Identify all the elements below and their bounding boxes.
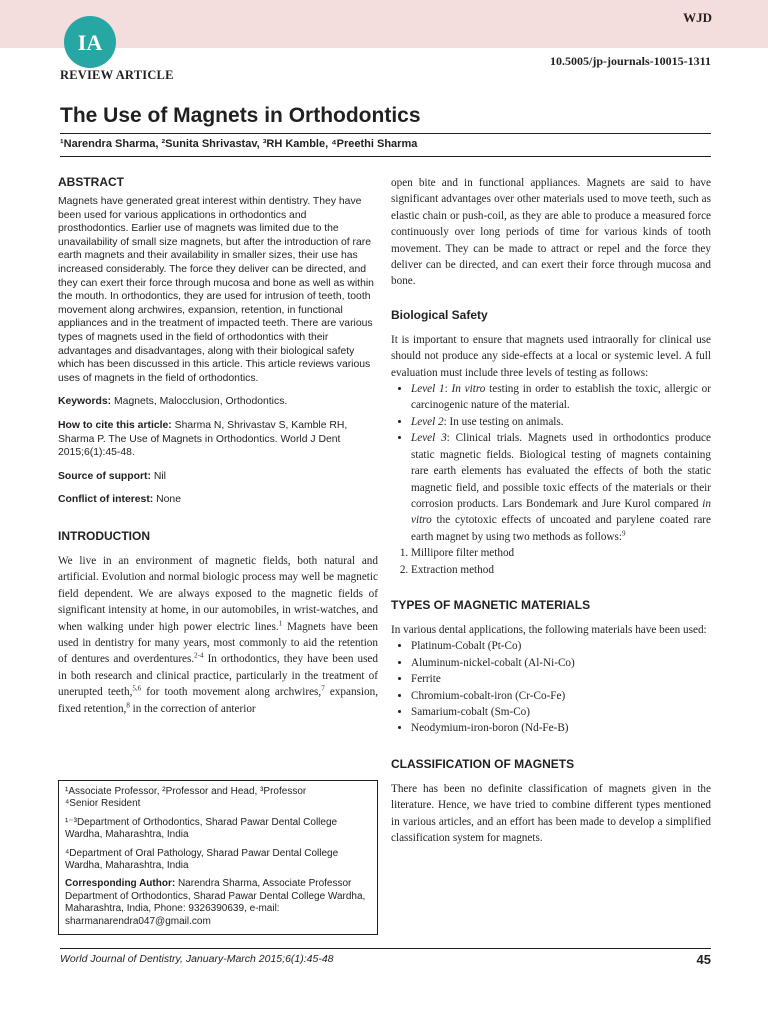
methods-list — [391, 545, 711, 578]
list-item: • Aluminum-nickel-cobalt (Al-Ni-Co) — [411, 655, 711, 671]
doi-link[interactable]: 10.5005/jp-journals-10015-1311 — [549, 54, 711, 68]
list-item: • Level 3: Clinical trials. Magnets used in orthodontics produce static magnetic fields. Biological testing of magnets containing rare earth elements has evaluated the effects of both the static magnetic field, and possible toxic effects of the materials or their corrosion products. Lars Bondemark and Jure Kurol compared in vitro the cytotoxic effects of uncoated and parylene coated rare earth magnet by using two methods as follows:$^9$ — [411, 430, 711, 545]
classification-heading: CLASSIFICATION OF MAGNETS — [391, 756, 575, 771]
materials-list — [391, 638, 711, 736]
biological-safety-heading: Biological Safety — [391, 307, 488, 322]
abstract-heading: ABSTRACT — [58, 175, 124, 189]
affiliation-dept-orthodontics: ¹⁻³Department of Orthodontics, Sharad Pawar Dental College Wardha, Maharashtra, India — [65, 816, 338, 841]
source-of-support: Source of support: Nil — [58, 470, 166, 482]
article-title: The Use of Magnets in Orthodontics — [60, 104, 421, 127]
list-item: • Ferrite — [411, 671, 711, 687]
page-number: 45 — [696, 952, 711, 967]
corresponding-author: Corresponding Author: Narendra Sharma, Associate Professor Department of Orthodontics, Sharad Pawar Dental College Wardha, Maharashtra, India, Phone: 9326390639, e-mail: sharmanarendra047@gmail.com — [65, 878, 366, 927]
right-column — [391, 175, 711, 846]
biological-safety-intro: It is important to ensure that magnets used intraorally for clinical use should not produce any side-effects at a local or systemic level. A full evaluation must include three levels of testing as follows: — [391, 333, 711, 379]
list-item: 2. Extraction method — [411, 562, 711, 578]
continuation-paragraph: open bite and in functional appliances. Magnets are said to have significant advantages over other materials used to move teeth, such as elastic chain or push-coil, as they are able to produce a measured force continuously over long periods of time for various kinds of tooth movement. They can be made to attract or repel and the force they deliver can be directed, and can exert their force through mucosa and bone. — [391, 177, 711, 288]
abstract-text: Magnets have generated great interest within dentistry. They have been used for various applications in orthodontics and prosthodontics. Earlier use of magnets was limited due to the unavailability of small size magnets, but after the introduction of rare earth magnets and their availability in smaller sizes, their use has increased considerably. The force they deliver can be directed, and they can exert their force through mucosa and bone as well as within the mouth. In orthodontics, they are used for intrusion of teeth, tooth movement along archwires, expansion, retention, in functional appliances and in the treatment of impacted teeth. There are various types of magnets used in the field of orthodontics with their advantages and disadvantages, along with their biological safety which has been discussed in this article. This article reviews various uses of magnets in the field of orthodontics. — [58, 196, 374, 384]
author-list: ¹Narendra Sharma, ²Sunita Shrivastav, ³RH Kamble, ⁴Preethi Sharma — [60, 138, 418, 150]
types-heading: TYPES OF MAGNETIC MATERIALS — [391, 597, 591, 612]
affiliation-roles: ¹Associate Professor, ²Professor and Head, ³Professor ⁴Senior Resident — [65, 786, 307, 810]
list-item: • Chromium-cobalt-iron (Cr-Co-Fe) — [411, 688, 711, 704]
list-item: • Samarium-cobalt (Sm-Co) — [411, 704, 711, 720]
logo-text: IA — [77, 30, 103, 55]
journal-abbreviation: WJD — [683, 10, 712, 25]
journal-logo-icon — [60, 12, 120, 72]
left-column — [58, 175, 378, 717]
list-item: • Level 1: In vitro testing in order to establish the toxic, allergic or carcinogenic nature of the material. — [411, 381, 711, 414]
list-item: • Level 2: In use testing on animals. — [411, 414, 711, 430]
list-item: • Platinum-Cobalt (Pt-Co) — [411, 638, 711, 654]
introduction-paragraph: We live in an environment of magnetic fields, both natural and artificial. Evolution and normal biologic process may well be magnetic field dependent. We are always exposed to the magnetic fields of significant intensity at home, in our automobiles, in wrist-watches, and when walking under high power electric lines.$^1$ Magnets have been used in dentistry for many years, most commonly to aid the retention of dentures and overdentures.$^{2-4}$ In orthodontics, they have been used in both research and clinical practice, particularly in the treatment of unerupted teeth,$^{5,6}$ for tooth movement along archwires,$^7$ expansion, fixed retention,$^8$ in the correction of anterior — [58, 554, 379, 715]
article-type: REVIEW ARTICLE — [60, 68, 174, 82]
introduction-heading: INTRODUCTION — [58, 528, 150, 543]
affiliations-box — [58, 780, 378, 935]
types-intro: In various dental applications, the following materials have been used: — [391, 623, 707, 636]
title-divider — [60, 133, 711, 134]
footer-divider — [60, 948, 711, 949]
list-item: • Neodymium-iron-boron (Nd-Fe-B) — [411, 720, 711, 736]
author-divider — [60, 156, 711, 157]
classification-text: There has been no definite classification of magnets given in the literature. Hence, we have tried to combine different types mentioned in various articles, and an effort has been made to develop a simplified classification system for magnets. — [391, 782, 711, 844]
keywords: Keywords: Magnets, Malocclusion, Orthodontics. — [58, 396, 288, 408]
footer-journal: World Journal of Dentistry, January-March 2015;6(1):45-48 — [60, 953, 334, 965]
list-item: 1. Millipore filter method — [411, 545, 711, 561]
testing-levels-list — [391, 381, 711, 545]
citation: How to cite this article: Sharma N, Shrivastav S, Kamble RH, Sharma P. The Use of Magnets in Orthodontics. World J Dent 2015;6(1):45-48. — [58, 419, 348, 459]
affiliation-dept-pathology: ⁴Department of Oral Pathology, Sharad Pawar Dental College Wardha, Maharashtra, India — [65, 847, 339, 872]
conflict-of-interest: Conflict of interest: None — [58, 494, 181, 506]
